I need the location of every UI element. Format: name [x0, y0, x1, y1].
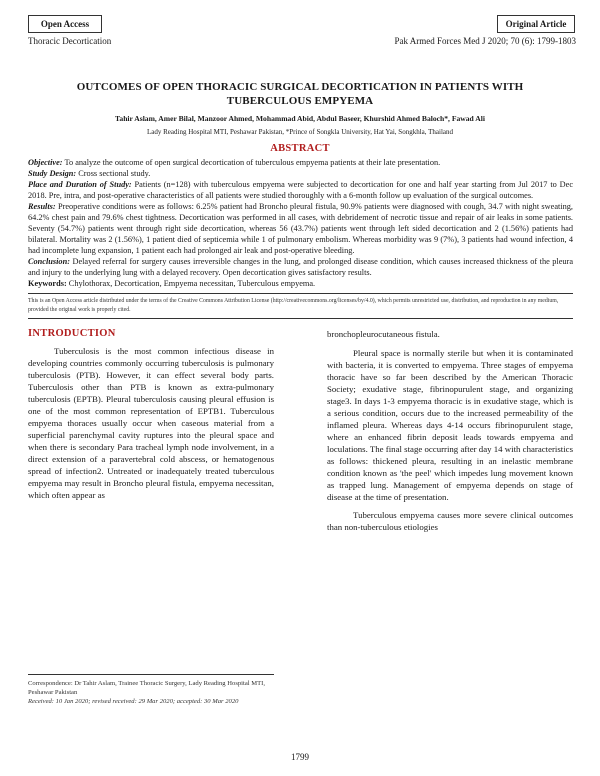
page-number: 1799 — [291, 752, 309, 762]
objective-text: To analyze the outcome of open surgical decortication of tuberculous empyema patients at their late presentation. — [62, 158, 441, 167]
abstract-results — [28, 201, 573, 256]
article-type-badge: Original Article — [497, 15, 575, 33]
author-list: Tahir Aslam, Amer Bilal, Manzoor Ahmed, Mohammad Abid, Abdul Baseer, Khurshid Ahmed Baloch*, Fawad Ali — [115, 114, 485, 123]
conclusion-label: Conclusion: — [28, 257, 70, 266]
license-bottom-rule — [28, 318, 573, 319]
received-dates: Received: 10 Jan 2020; revised received: 29 Mar 2020; accepted: 30 Mar 2020 — [28, 698, 239, 705]
abstract-keywords — [28, 278, 573, 289]
keywords-text: Chylothorax, Decortication, Empyema necessitan, Tuberculous empyema. — [66, 279, 316, 288]
license-top-rule — [28, 293, 573, 294]
place-label: Place and Duration of Study: — [28, 180, 132, 189]
results-label: Results: — [28, 202, 56, 211]
intro-paragraph-1: Tuberculosis is the most common infectious disease in developing countries commonly occurring tuberculosis is pulmonary tuberculosis (PTB). However, it can effect several body parts. Tuberculosis other than PTB is known as extra-pulmonary tuberculosis (EPTB). Pleural tuberculosis causing pleural effusion is one of the most common representation of EPTB1. Tuberculous empyema thoraces usually occur when caseous material from a superficial parenchymal cavity ruptures into the pleural space and when there is secondary Para tracheal lymph node involvement, in a direct extension of a paravertebral cold abscess, or hematogenous spread of infection2. Untreated or inadequately treated tuberculous empyema may result in Broncho pleural fistula, empyema necessitan, which often appear as — [28, 346, 274, 500]
running-title: Thoracic Decortication — [28, 36, 112, 46]
correspondence-footnote — [28, 674, 274, 706]
abstract-conclusion — [28, 256, 573, 278]
abstract-place — [28, 179, 573, 201]
article-title: OUTCOMES OF OPEN THORACIC SURGICAL DECORTICATION IN PATIENTS WITH TUBERCULOUS EMPYEMA — [76, 81, 524, 107]
objective-label: Objective: — [28, 158, 63, 167]
open-access-badge: Open Access — [28, 15, 102, 33]
introduction-heading: INTRODUCTION — [28, 328, 116, 339]
design-label: Study Design: — [28, 169, 77, 178]
keywords-label: Keywords: — [28, 279, 67, 288]
abstract-design — [28, 168, 573, 179]
correspondence-line: Correspondence: Dr Tahir Aslam, Trainee Thoracic Surgery, Lady Reading Hospital MTI, Peshawar Pakistan — [28, 680, 265, 696]
abstract-body — [28, 157, 573, 289]
design-text: Cross sectional study. — [76, 169, 151, 178]
right-column — [327, 328, 573, 533]
abstract-heading: ABSTRACT — [270, 143, 330, 154]
abstract-objective — [28, 157, 573, 168]
journal-reference: Pak Armed Forces Med J 2020; 70 (6): 1799-1803 — [394, 36, 576, 46]
conclusion-text: Delayed referral for surgery causes irreversible changes in the lung, and prolonged disease condition, which causes increased thickness of the pleura and injury to the underlying lung with a delayed recovery. Open decortication gives satisfactory results. — [28, 257, 573, 277]
left-column — [28, 328, 274, 501]
results-text: Preoperative conditions were as follows: 6.25% patient had Broncho pleural fistula, 90.9% patients were diagnosed with cough, 34.7 with night sweating, 64.2% chest pain and 79.6% chest tightness. Decortication was performed in all cases, with debridement of necrotic tissue and repair of air leaks in some patients. Seventy (54.7%) patients went through right side decortication, whereas 56 (43.7%) patients went through left sided decortication and 2 (1.56%) patients had bilateral. Mortality was 2 (1.56%), 1 patient died of septicemia while 1 of pulmonary embolism. Whereas morbidity was 9 (7%), 3 patients had wound infection, 4 had incomplete lung expansion, 1 patient each had prolonged air leak and post-operative bleeding. — [28, 202, 573, 255]
license-notice: This is an Open Access article distributed under the terms of the Creative Commons Attribution License (http://creativecommons.org/licenses/by/4.0), which permits unrestricted use, distribution, and reproduction in any medium, provided the original work is properly cited. — [28, 298, 559, 313]
intro-paragraph-2: Pleural space is normally sterile but when it is contaminated with bacteria, it is converted to empyema. Three stages of empyema thoracic have so far been described by the American Thoracic Society; exudative stage, fibrinopurulent stage, and organizing stage3. In days 1-3 empyema thoracic is in exudative stage, which is a serious condition, occurs due to the increased permeability of the inflamed pleura. Whereas days 4-14 occurs fibrinopurulent stage, where an enhanced fibrin deposit leads towards empyema and loculations. The final stage occurring after day 14 with characteristics as follows: thickened pleura, resulting in an inelastic membrane condition known as 'the peel' which impedes lung movement known as trapped lung. Management of empyema depends on stage of disease at the time of presentation. — [327, 348, 573, 502]
place-text: Patients (n=128) with tuberculous empyema were subjected to decortication for one and half year starting from Jul 2017 to Dec 2018. Pre, intra, and post-operative characteristics of all patients were studied thoroughly with a 6-month follow up evaluation of the surgical outcomes. — [28, 180, 574, 200]
intro-paragraph-1-continued: bronchopleurocutaneous fistula. — [327, 329, 440, 339]
intro-paragraph-3: Tuberculous empyema causes more severe clinical outcomes than non-tuberculous etiologies — [327, 510, 573, 532]
affiliation: Lady Reading Hospital MTI, Peshawar Pakistan, *Prince of Songkla University, Hat Yai, Songkhla, Thailand — [146, 128, 453, 136]
